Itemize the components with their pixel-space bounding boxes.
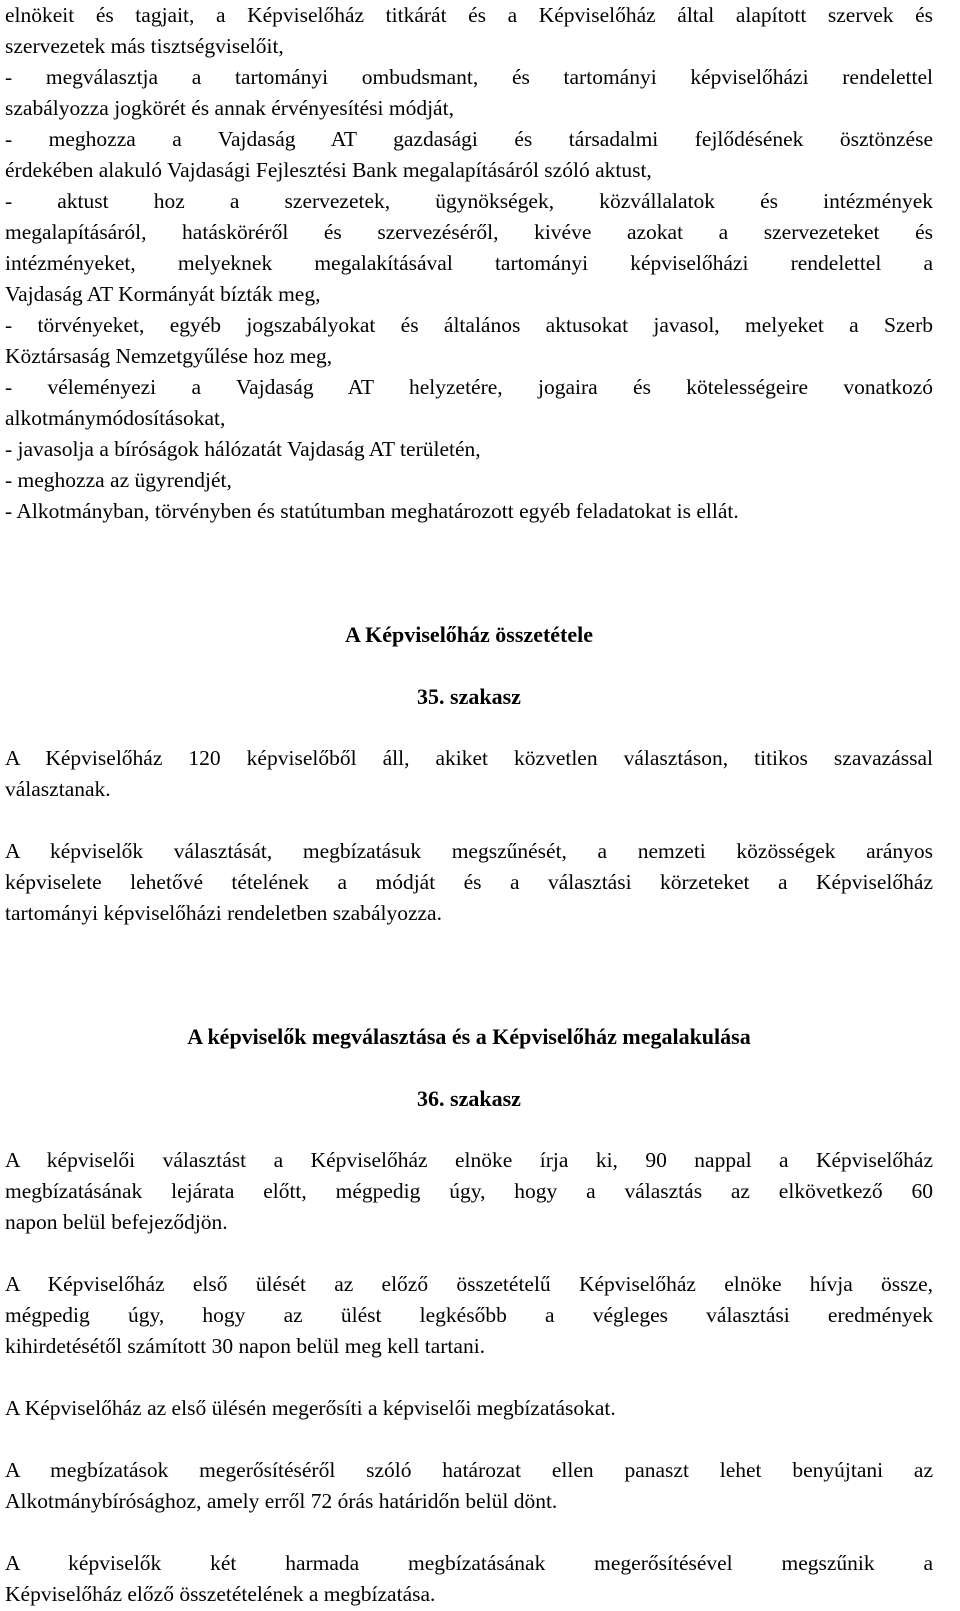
- text-line: tartományi képviselőházi rendeletben szabályozza.: [5, 901, 442, 925]
- text-line: Köztársaság Nemzetgyűlése hoz meg,: [5, 344, 333, 368]
- text-line: A képviselők választását, megbízatásuk megszűnését, a nemzeti közösségek arányos: [5, 839, 933, 863]
- text-line: A Képviselőház 120 képviselőből áll, akiket közvetlen választáson, titikos szavazással: [5, 746, 933, 770]
- spacer: [5, 712, 933, 743]
- spacer: [5, 527, 933, 619]
- section-body: [5, 1145, 933, 1610]
- article-number: 35. szakasz: [417, 684, 521, 709]
- text-line: A képviselők két harmada megbízatásának megerősítésével megszűnik a: [5, 1551, 933, 1575]
- text-line: - meghozza az ügyrendjét,: [5, 468, 232, 492]
- text-line: képviselete lehetővé tételének a módját és a választási körzeteket a Képviselőház: [5, 870, 933, 894]
- text-line: alkotmánymódosításokat,: [5, 406, 226, 430]
- text-line: - meghozza a Vajdaság AT gazdasági és társadalmi fejlődésének ösztönzése: [5, 127, 933, 151]
- paragraph-spacer: [5, 1424, 933, 1455]
- text-line: Képviselőház előző összetételének a megbízatása.: [5, 1582, 436, 1606]
- text-line: intézményeket, melyeknek megalakításával tartományi képviselőházi rendelettel a: [5, 251, 933, 275]
- paragraph: [5, 743, 933, 805]
- text-line: elnökeit és tagjait, a Képviselőház titkárát és a Képviselőház által alapított szervek és: [5, 3, 933, 27]
- spacer: [5, 1052, 933, 1083]
- spacer: [5, 650, 933, 681]
- text-line: érdekében alakuló Vajdasági Fejlesztési Bank megalapításáról szóló aktust,: [5, 158, 652, 182]
- paragraph-spacer: [5, 1517, 933, 1548]
- text-line: - törvényeket, egyéb jogszabályokat és általános aktusokat javasol, melyeket a Szerb: [5, 313, 933, 337]
- paragraph: [5, 1269, 933, 1362]
- paragraph: [5, 1548, 933, 1610]
- text-line: szabályozza jogkörét és annak érvényesítési módját,: [5, 96, 454, 120]
- text-line: választanak.: [5, 777, 111, 801]
- section-title: A Képviselőház összetétele: [344, 622, 594, 647]
- article-number: 36. szakasz: [417, 1086, 521, 1111]
- paragraph: [5, 1393, 933, 1424]
- text-line: - javasolja a bíróságok hálózatát Vajdaság AT területén,: [5, 437, 481, 461]
- text-line: A megbízatások megerősítéséről szóló határozat ellen panaszt lehet benyújtani az: [5, 1458, 933, 1482]
- intro-list: [5, 0, 933, 527]
- section-body: [5, 743, 933, 929]
- text-line: napon belül befejeződjön.: [5, 1210, 228, 1234]
- spacer: [5, 929, 933, 1021]
- paragraph-spacer: [5, 1238, 933, 1269]
- document-page: [5, 0, 933, 1610]
- text-line: - Alkotmányban, törvényben és statútumban meghatározott egyéb feladatokat is ellát.: [5, 499, 739, 523]
- text-line: kihirdetésétől számított 30 napon belül meg kell tartani.: [5, 1334, 486, 1358]
- text-line: - véleményezi a Vajdaság AT helyzetére, jogaira és kötelességeire vonatkozó: [5, 375, 933, 399]
- text-line: - megválasztja a tartományi ombudsmant, és tartományi képviselőházi rendelettel: [5, 65, 933, 89]
- text-line: A Képviselőház első ülését az előző összetételű Képviselőház elnöke hívja össze,: [5, 1272, 933, 1296]
- text-line: Alkotmánybírósághoz, amely erről 72 órás határidőn belül dönt.: [5, 1489, 558, 1513]
- paragraph-spacer: [5, 805, 933, 836]
- paragraph: [5, 1455, 933, 1517]
- text-line: megbízatásának lejárata előtt, mégpedig úgy, hogy a választás az elkövetkező 60: [5, 1179, 933, 1203]
- paragraph-spacer: [5, 1362, 933, 1393]
- text-line: megalapításáról, hatásköréről és szervezéséről, kivéve azokat a szervezeteket és: [5, 220, 933, 244]
- spacer: [5, 1114, 933, 1145]
- paragraph: [5, 836, 933, 929]
- text-line: Vajdaság AT Kormányát bízták meg,: [5, 282, 321, 306]
- text-line: A Képviselőház az első ülésén megerősíti a képviselői megbízatásokat.: [5, 1396, 616, 1420]
- text-line: A képviselői választást a Képviselőház elnöke írja ki, 90 nappal a Képviselőház: [5, 1148, 933, 1172]
- text-line: szervezetek más tisztségviselőit,: [5, 34, 284, 58]
- section-title: A képviselők megválasztása és a Képviselőház megalakulása: [187, 1024, 751, 1049]
- text-line: mégpedig úgy, hogy az ülést legkésőbb a végleges választási eredmények: [5, 1303, 933, 1327]
- paragraph: [5, 1145, 933, 1238]
- text-line: - aktust hoz a szervezetek, ügynökségek, közvállalatok és intézmények: [5, 189, 933, 213]
